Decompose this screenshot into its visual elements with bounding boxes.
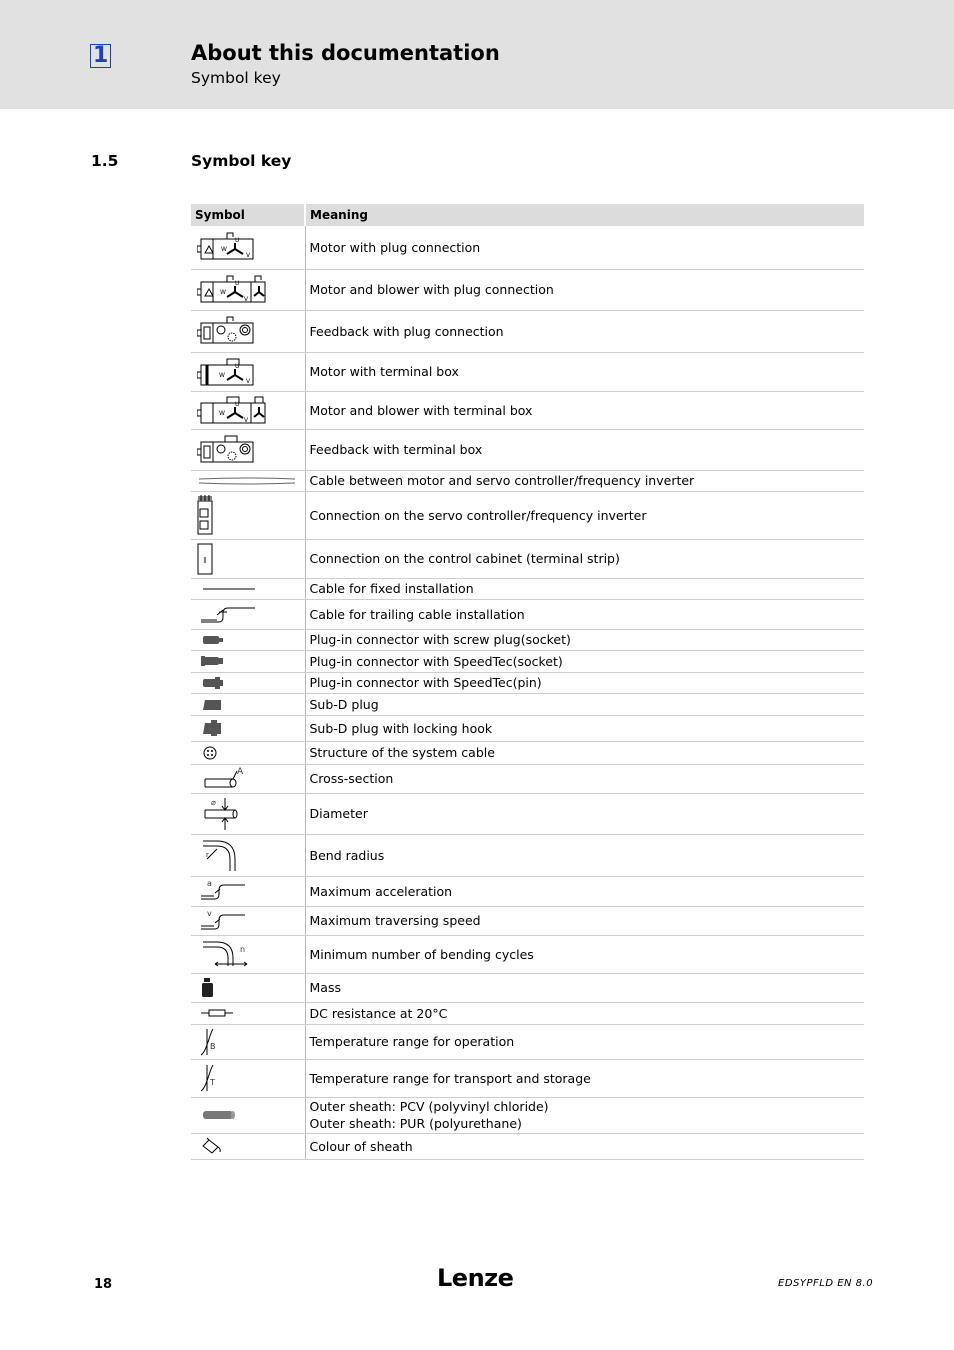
table-row — [191, 793, 864, 834]
meaning-cell: Motor and blower with plug connection — [305, 269, 864, 310]
table-row — [191, 578, 864, 599]
svg-text:U: U — [235, 401, 240, 408]
meaning-cell: Sub-D plug with locking hook — [305, 715, 864, 741]
meaning-cell: Sub-D plug — [305, 693, 864, 715]
bending-cycles-icon — [197, 938, 249, 970]
meaning-cell: Cross-section — [305, 764, 864, 793]
sub-d-hook-icon — [197, 720, 227, 736]
diameter-label: ⌀ — [211, 797, 216, 807]
meaning-cell: Minimum number of bending cycles — [305, 935, 864, 973]
table-row — [191, 1097, 864, 1133]
svg-text:W: W — [221, 246, 227, 254]
speedtec-pin-icon — [197, 677, 227, 689]
meaning-cell: Plug-in connector with SpeedTec(socket) — [305, 650, 864, 672]
meaning-cell: Cable between motor and servo controller/frequency inverter — [305, 470, 864, 491]
speedtec-socket-icon — [197, 655, 227, 667]
meaning-cell: Motor with plug connection — [305, 226, 864, 269]
meaning-cell: Cable for fixed installation — [305, 578, 864, 599]
table-row — [191, 672, 864, 693]
table-row — [191, 650, 864, 672]
column-header-symbol: Symbol — [191, 204, 305, 226]
resistor-icon — [197, 1008, 237, 1018]
svg-text:U: U — [235, 237, 240, 245]
sheath-colour-icon — [197, 1137, 227, 1155]
temp-operation-icon — [197, 1027, 227, 1057]
svg-text:V: V — [244, 417, 249, 424]
meaning-cell: Motor with terminal box — [305, 352, 864, 391]
svg-text:U: U — [235, 279, 240, 287]
table-row — [191, 226, 864, 269]
table-row — [191, 429, 864, 470]
table-row — [191, 539, 864, 578]
meaning-cell: DC resistance at 20°C — [305, 1002, 864, 1024]
table-row — [191, 491, 864, 539]
trailing-cable-icon — [197, 602, 257, 626]
cable-icon — [197, 477, 297, 485]
meaning-cell-line2: Outer sheath: PUR (polyurethane) — [309, 1116, 522, 1131]
svg-text:W: W — [219, 410, 225, 417]
page-header — [0, 0, 954, 109]
table-row — [191, 715, 864, 741]
section-number: 1.5 — [91, 152, 119, 170]
meaning-cell: Maximum traversing speed — [305, 906, 864, 935]
meaning-cell: Plug-in connector with screw plug(socket) — [305, 629, 864, 650]
svg-text:V: V — [246, 252, 251, 260]
meaning-cell: Connection on the servo controller/frequency inverter — [305, 491, 864, 539]
meaning-cell: Maximum acceleration — [305, 876, 864, 906]
chapter-number[interactable]: 1 — [90, 44, 111, 68]
speed-label: v — [207, 908, 212, 918]
meaning-cell: Colour of sheath — [305, 1133, 864, 1159]
temp-transport-label: T — [210, 1078, 215, 1087]
terminal-strip-icon — [197, 543, 217, 575]
motor-plug-icon — [197, 231, 257, 263]
meaning-cell: Temperature range for operation — [305, 1024, 864, 1059]
meaning-cell: Feedback with terminal box — [305, 429, 864, 470]
table-row — [191, 834, 864, 876]
feedback-terminal-box-icon — [197, 434, 257, 466]
fixed-cable-icon — [197, 586, 257, 592]
section-title: Symbol key — [191, 152, 292, 170]
svg-text:V: V — [244, 295, 249, 303]
table-row — [191, 1059, 864, 1097]
svg-text:W: W — [219, 371, 225, 379]
table-row — [191, 1133, 864, 1159]
table-row — [191, 391, 864, 429]
sub-d-plug-icon — [197, 697, 227, 711]
motor-terminal-box-icon — [197, 357, 257, 387]
table-header-row — [191, 204, 864, 226]
cable-structure-icon — [197, 746, 227, 760]
bend-radius-label: r — [206, 851, 209, 859]
meaning-cell: Cable for trailing cable installation — [305, 599, 864, 629]
bending-cycles-label: n — [240, 945, 246, 954]
lenze-logo: Lenze — [437, 1264, 514, 1292]
table-row — [191, 741, 864, 764]
svg-text:V: V — [246, 377, 251, 385]
table-row — [191, 1024, 864, 1059]
bend-radius-icon — [197, 837, 247, 873]
table-row — [191, 1002, 864, 1024]
meaning-cell: Bend radius — [305, 834, 864, 876]
svg-text:U: U — [235, 362, 240, 370]
mass-icon — [197, 977, 227, 999]
table-row — [191, 352, 864, 391]
acceleration-label: a — [207, 879, 212, 888]
meaning-cell: Structure of the system cable — [305, 741, 864, 764]
cross-section-icon — [197, 767, 247, 791]
table-row — [191, 629, 864, 650]
servo-controller-icon — [197, 495, 217, 535]
document-id: EDSYPFLD EN 8.0 — [778, 1278, 874, 1289]
speed-icon — [197, 909, 247, 933]
table-row — [191, 876, 864, 906]
table-row — [191, 973, 864, 1002]
svg-text:W: W — [220, 288, 226, 296]
temp-transport-icon — [197, 1063, 227, 1093]
symbol-table — [191, 204, 864, 1160]
feedback-plug-icon — [197, 315, 257, 347]
table-row — [191, 906, 864, 935]
motor-blower-terminal-box-icon — [197, 395, 269, 425]
cross-section-label: A — [237, 766, 244, 777]
table-row — [191, 310, 864, 352]
meaning-cell: Plug-in connector with SpeedTec(pin) — [305, 672, 864, 693]
meaning-cell: Mass — [305, 973, 864, 1002]
table-row — [191, 764, 864, 793]
meaning-cell: Connection on the control cabinet (terminal strip) — [305, 539, 864, 578]
acceleration-icon — [197, 879, 247, 903]
screw-plug-icon — [197, 634, 227, 646]
temp-operation-label: B — [210, 1041, 216, 1051]
table-row — [191, 470, 864, 491]
table-row — [191, 935, 864, 973]
chapter-subtitle: Symbol key — [191, 69, 281, 87]
motor-blower-plug-icon — [197, 274, 269, 306]
table-row — [191, 599, 864, 629]
page-number: 18 — [94, 1277, 113, 1292]
diameter-icon — [197, 796, 247, 832]
outer-sheath-icon — [197, 1109, 237, 1121]
meaning-cell: Diameter — [305, 793, 864, 834]
meaning-cell: Feedback with plug connection — [305, 310, 864, 352]
chapter-title: About this documentation — [191, 41, 500, 65]
column-header-meaning: Meaning — [305, 204, 864, 226]
table-row — [191, 269, 864, 310]
meaning-cell: Motor and blower with terminal box — [305, 391, 864, 429]
meaning-cell: Outer sheath: PCV (polyvinyl chloride) — [309, 1099, 549, 1114]
table-row — [191, 693, 864, 715]
meaning-cell: Temperature range for transport and storage — [305, 1059, 864, 1097]
